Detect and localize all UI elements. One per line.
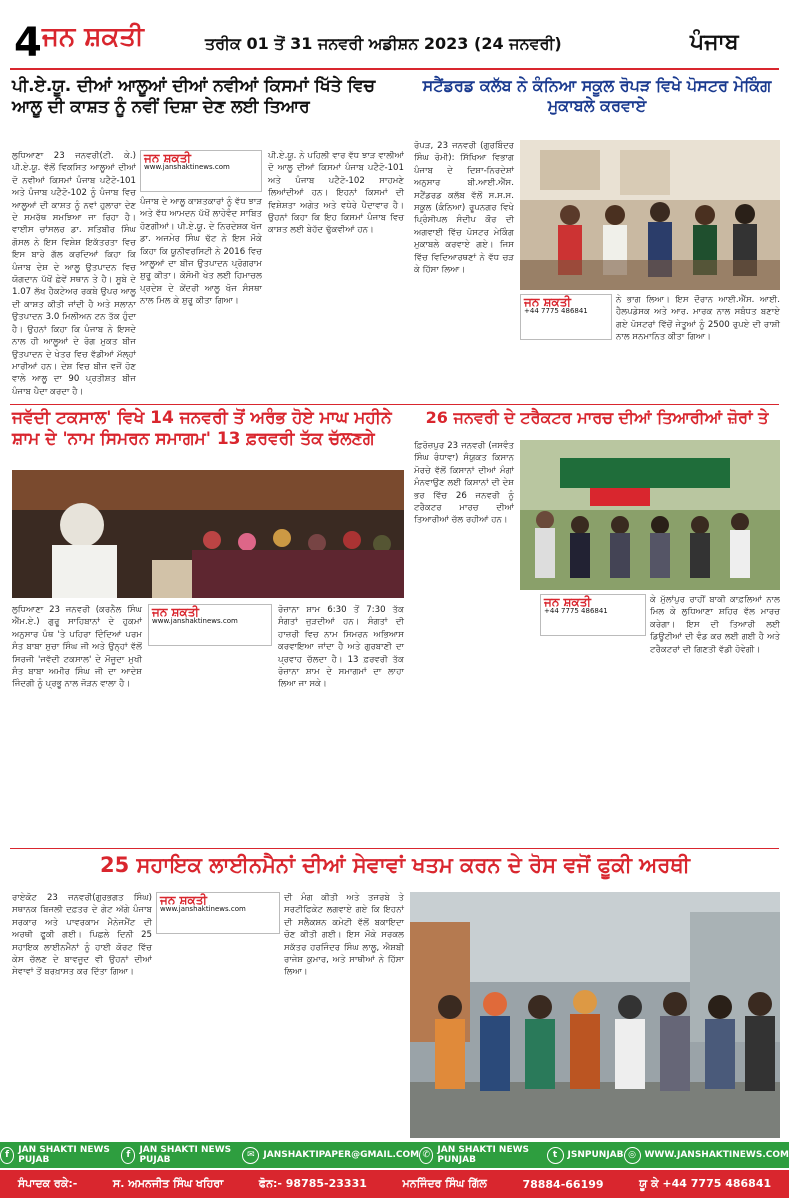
article-3-photo bbox=[12, 470, 404, 598]
article-1-col-2: ਪੰਜਾਬ ਦੇ ਆਲੂ ਕਾਸ਼ਤਕਾਰਾਂ ਨੂੰ ਵੱਧ ਝਾੜ ਅਤੇ ਵੱਧ ਆਮਦਨ ਪੱਖੋਂ ਲਾਹੇਵੰਦ ਸਾਬਿਤ ਹੋਣਗੀਆਂ। ਪੀ.ਏ.ਯੂ. ਦੇ ਨਿਰਦੇਸ਼ਕ ਖੋਜ ਡਾ. ਅਜਮੇਰ ਸਿੰਘ ਢੱਟ ਨੇ ਇਸ ਮੌਕੇ ਕਿਹਾ ਕਿ ਯੂਨੀਵਰਸਿਟੀ ਨੇ 2016 ਵਿਚ ਆਲੂਆਂ ਦਾ ਬੀਜ ਉਤਪਾਦਨ ਪ੍ਰੋਗਰਾਮ ਸ਼ੁਰੂ ਕੀਤਾ। ਕੋਸੋਮੀ ਖੇਤ ਲਈ ਹਿਮਾਚਲ ਪ੍ਰਦੇਸ਼ ਦੇ ਕੇਂਦਰੀ ਆਲੂ ਖੋਜ ਸੰਸਥਾ ਨਾਲ ਮਿਲ ਕੇ ਸ਼ੁਰੂ ਕੀਤਾ ਗਿਆ। bbox=[140, 197, 262, 307]
uk-phone: ਯੂ ਕੇ +44 7775 486841 bbox=[639, 1177, 772, 1190]
article-5-col-1: ਰਾਏਕੋਟ 23 ਜਨਵਰੀ(ਗੁਰਭਗਤ ਸਿੰਘ) ਸਥਾਨਕ ਬਿਜਲੀ ਦਫ਼ਤਰ ਦੇ ਗੇਟ ਅੱਗੇ ਪੰਜਾਬ ਸਰਕਾਰ ਅਤੇ ਪਾਵਰਕਾਮ ਮੈਨੇਜਮੈਂਟ ਦੀ ਅਰਥੀ ਫੂਕੀ ਗਈ। ਪਿਛਲੇ ਦਿਨੀ 25 ਸਹਾਇਕ ਲਾਈਨਮੈਨਾਂ ਨੂੰ ਹਾਈ ਕੋਰਟ ਵਿੱਚ ਕੇਸ ਚੱਲਣ ਦੇ ਬਾਵਜੂਦ ਵੀ ਉਹਨਾਂ ਦੀਆਂ ਸੇਵਾਵਾਂ ਤੋਂ ਬਰਖ਼ਾਸਤ ਕਰ ਦਿੱਤਾ ਗਿਆ। bbox=[12, 893, 152, 978]
facebook-icon: f bbox=[0, 1147, 14, 1164]
twitter-icon: t bbox=[547, 1147, 564, 1164]
ad-box-5: ਜਨ ਸ਼ਕਤੀ www.janshaktinews.com bbox=[156, 892, 280, 934]
footer-social-strip bbox=[0, 1142, 789, 1168]
ad-box-4: ਜਨ ਸ਼ਕਤੀ +44 7775 486841 bbox=[540, 594, 646, 636]
divider-2 bbox=[10, 848, 779, 849]
ad-box-2: ਜਨ ਸ਼ਕਤੀ +44 7775 486841 bbox=[520, 294, 612, 340]
article-5-col-1b bbox=[156, 938, 280, 1138]
article-4-col-1: ਫ਼ਿਰੋਜ਼ਪੁਰ 23 ਜਨਵਰੀ (ਜਸਵੰਤ ਸਿੰਘ ਰੰਧਾਵਾ) ਸੰਯੁਕਤ ਕਿਸਾਨ ਮੋਰਚੇ ਵੱਲੋਂ ਕਿਸਾਨਾਂ ਦੀਆਂ ਮੰਗਾਂ ਮੰਨਵਾਉਣ ਲਈ ਕਿਸਾਨਾਂ ਦੀ ਦੇਸ਼ ਭਰ ਵਿੱਚ 26 ਜਨਵਰੀ ਨੂੰ ਟਰੈਕਟਰ ਮਾਰਚ ਦੀਆਂ ਤਿਆਰੀਆਂ ਚੱਲ ਰਹੀਆਂ ਹਨ। bbox=[414, 441, 514, 526]
manager-name: ਮਨਜਿੰਦਰ ਸਿੰਘ ਗਿੱਲ bbox=[402, 1177, 487, 1190]
footer-email[interactable]: ✉ JANSHAKTIPAPER@GMAIL.COM bbox=[242, 1147, 419, 1164]
article-5-photo bbox=[410, 892, 780, 1138]
article-1-col-1: ਲੁਧਿਆਣਾ 23 ਜਨਵਰੀ(ਟੀ. ਕੇ.) ਪੀ.ਏ.ਯੂ. ਵੱਲੋਂ ਵਿਕਸਿਤ ਆਲੂਆਂ ਦੀਆਂ ਦੋ ਨਵੀਆਂ ਕਿਸਮਾਂ ਪੰਜਾਬ ਪਟੈਟੋ-101 ਅਤੇ ਪੰਜਾਬ ਪਟੈਟੋ-102 ਨੂੰ ਪੰਜਾਬ ਵਿਚ ਆਲੂਆਂ ਦੀ ਕਾਸ਼ਤ ਨੂੰ ਨਵਾਂ ਹੁਲਾਰਾ ਦੇਣ ਦੇ ਸਮਰੱਥ ਸਮਝਿਆ ਜਾ ਰਿਹਾ ਹੈ। ਵਾਈਸ ਚਾਂਸਲਰ ਡਾ. ਸਤਿਬੀਰ ਸਿੰਘ ਗੋਸਲ ਨੇ ਇਸ ਵਿਸ਼ੇਸ਼ ਇਕੱਤਰਤਾ ਵਿਚ ਇਸ ਬਾਰੇ ਗੱਲ ਕਰਦਿਆਂ ਕਿਹਾ ਕਿ ਪੰਜਾਬ ਦੇਸ਼ ਦੇ ਆਲੂ ਉਤਪਾਦਨ ਵਿਚ ਯੋਗਦਾਨ ਪੱਖੋਂ ਛੇਵੇਂ ਸਥਾਨ ਤੇ ਹੈ। ਸੂਬੇ ਦੇ 1.07 ਲੱਖ ਹੈਕਟੇਅਰ ਰਕਬੇ ਉਪਰ ਆਲੂ ਦੀ ਕਾਸ਼ਤ ਕੀਤੀ ਜਾਂਦੀ ਹੈ ਅਤੇ ਸਲਾਨਾ ਉਤਪਾਦਨ 3.0 ਮਿਲੀਅਨ ਟਨ ਤੱਕ ਹੁੰਦਾ ਹੈ। ਉਹਨਾਂ ਕਿਹਾ ਕਿ ਪੰਜਾਬ ਨੇ ਇਸਦੇ ਨਾਲ ਹੀ ਆਲੂਆਂ ਦੇ ਰੋਗ ਮੁਕਤ ਬੀਜ ਉਤਪਾਦਨ ਦੇ ਖੇਤਰ ਵਿਚ ਵੱਡੀਆਂ ਮੱਲ੍ਹਾਂ ਮਾਰੀਆਂ ਹਨ। ਦੇਸ਼ ਵਿਚ ਬੀਜ ਵਜੋਂ ਹੋਣ ਵਾਲੇ ਆਲੂ ਦਾ 90 ਪ੍ਰਤੀਸ਼ਤ ਬੀਜ ਪੰਜਾਬ ਪੈਦਾ ਕਰਦਾ ਹੈ। bbox=[12, 151, 136, 397]
footer-facebook-1[interactable]: f JAN SHAKTI NEWS PUJAB bbox=[0, 1145, 121, 1165]
web-icon: ◎ bbox=[624, 1147, 641, 1164]
article-3-col-1b bbox=[148, 650, 272, 844]
article-3-col-1: ਲੁਧਿਆਣਾ 23 ਜਨਵਰੀ (ਕਰਨੈਲ ਸਿੰਘ ਐੱਮ.ਏ.) ਗੁਰੂ ਸਾਹਿਬਾਨਾਂ ਦੇ ਹੁਕਮਾਂ ਅਨੁਸਾਰ ਪੰਥ 'ਤੇ ਪਹਿਰਾ ਦਿੰਦਿਆਂ ਪਰਮ ਸੰਤ ਬਾਬਾ ਸੁਚਾ ਸਿੰਘ ਜੀ ਅਤੇ ਉਨ੍ਹਾਂ ਵੱਲੋਂ ਸਿਰਜੀ 'ਜਵੱਦੀ ਟਕਸਾਲ' ਦੇ ਮੌਜੂਦਾ ਮੁਖੀ ਸੰਤ ਬਾਬਾ ਅਮੀਰ ਸਿੰਘ ਜੀ ਦਾ ਆਦੇਸ਼ ਜਿੰਦਗੀ ਨੂੰ ਪ੍ਰਭੂ ਨਾਲ ਜੋੜਨ ਵਾਲਾ ਹੈ। bbox=[12, 605, 142, 690]
article-2-col-1b bbox=[414, 264, 514, 368]
email-icon: ✉ bbox=[242, 1147, 259, 1164]
editor-phone: ਫੋਨ:- 98785-23331 bbox=[258, 1177, 367, 1190]
footer-web[interactable]: ◎ WWW.JANSHAKTINEWS.COM bbox=[624, 1147, 789, 1164]
masthead-logo: ਜਨ ਸ਼ਕਤੀ bbox=[42, 22, 144, 52]
footer-twitter[interactable]: t JSNPUNJAB bbox=[547, 1147, 624, 1164]
article-4-photo bbox=[520, 440, 780, 590]
facebook-icon: f bbox=[121, 1147, 135, 1164]
article-4-col-1b bbox=[414, 594, 534, 844]
edition-dateline: ਤਰੀਕ 01 ਤੋਂ 31 ਜਨਵਰੀ ਅਡੀਸ਼ਨ 2023 (24 ਜਨਵਰੀ) bbox=[205, 34, 562, 53]
article-5-headline: 25 ਸਹਾਇਕ ਲਾਈਨਮੈਨਾਂ ਦੀਆਂ ਸੇਵਾਵਾਂ ਖਤਮ ਕਰਨ ਦੇ ਰੋਸ ਵਜੋਂ ਫੂਕੀ ਅਰਥੀ bbox=[99, 853, 691, 877]
section-label: ਪੰਜਾਬ bbox=[690, 30, 739, 55]
divider-1 bbox=[10, 404, 779, 405]
ad-box: ਜਨ ਸ਼ਕਤੀ www.janshaktinews.com bbox=[140, 150, 262, 192]
whatsapp-icon: ✆ bbox=[419, 1147, 433, 1164]
manager-phone: 78884-66199 bbox=[522, 1177, 604, 1191]
ad-box-3: ਜਨ ਸ਼ਕਤੀ www.janshaktinews.com bbox=[148, 604, 272, 646]
editor-label: ਸੰਪਾਦਕ ਰਕੇ:- bbox=[17, 1177, 78, 1190]
article-4-headline: 26 ਜਨਵਰੀ ਦੇ ਟਰੈਕਟਰ ਮਾਰਚ ਦੀਆਂ ਤਿਆਰੀਆਂ ਜ਼ੋਰਾਂ ਤੇ bbox=[425, 408, 769, 427]
article-2-headline: ਸਟੈਂਡਰਡ ਕਲੱਬ ਨੇ ਕੰਨਿਆ ਸਕੂਲ ਰੋਪੜ ਵਿਖੇ ਪੋਸਟਰ ਮੇਕਿੰਗ ਮੁਕਾਬਲੇ ਕਰਵਾਏ bbox=[422, 76, 772, 115]
article-3-headline: ਜਵੱਦੀ ਟਕਸਾਲ' ਵਿਖੇ 14 ਜਨਵਰੀ ਤੋਂ ਅਰੰਭ ਹੋਏ ਮਾਘ ਮਹੀਨੇ ਸ਼ਾਮ ਦੇ 'ਨਾਮ ਸਿਮਰਨ ਸਮਾਗਮ' 13 ਫ਼ਰਵਰੀ ਤੱਕ ਚੱਲਣਗੇ bbox=[12, 408, 392, 450]
footer-whatsapp[interactable]: ✆ JAN SHAKTI NEWS PUNJAB bbox=[419, 1145, 546, 1165]
header-rule bbox=[10, 68, 779, 70]
article-3-col-2: ਰੋਜ਼ਾਨਾ ਸ਼ਾਮ 6:30 ਤੋਂ 7:30 ਤੱਕ ਸੰਗਤਾਂ ਜੁੜਦੀਆਂ ਹਨ। ਸੰਗਤਾਂ ਦੀ ਹਾਜ਼ਰੀ ਵਿਚ ਨਾਮ ਸਿਮਰਨ ਅਭਿਆਸ ਕਰਵਾਇਆ ਜਾਂਦਾ ਹੈ ਅਤੇ ਗੁਰਬਾਣੀ ਦਾ ਪ੍ਰਵਾਹ ਚੱਲਦਾ ਹੈ। 13 ਫ਼ਰਵਰੀ ਤੱਕ ਰੋਜ਼ਾਨਾ ਸ਼ਾਮ ਦੇ ਸਮਾਗਮਾਂ ਦਾ ਲਾਹਾ ਲਿਆ ਜਾ ਸਕੇ। bbox=[278, 605, 404, 690]
footer-contact-strip bbox=[0, 1170, 789, 1198]
article-2-col-1: ਰੋਪੜ, 23 ਜਨਵਰੀ (ਗੁਰਬਿੰਦਰ ਸਿੰਘ ਰੋਮੀ): ਸਿੱਖਿਆ ਵਿਭਾਗ ਪੰਜਾਬ ਦੇ ਦਿਸ਼ਾ-ਨਿਰਦੇਸ਼ਾਂ ਅਨੁਸਾਰ ਬੀ.ਆਈ.ਐੱਸ. ਸਟੈਂਡਰਡ ਕਲੱਬ ਵੱਲੋਂ ਸ.ਸ.ਸ. ਸਕੂਲ (ਕੰਨਿਆ) ਰੂਪਨਗਰ ਵਿਖੇ ਪ੍ਰਿੰਸੀਪਲ ਸੰਦੀਪ ਕੌਰ ਦੀ ਅਗਵਾਈ ਵਿੱਚ ਪੋਸਟਰ ਮੇਕਿੰਗ ਮੁਕਾਬਲੇ ਕਰਵਾਏ ਗਏ। ਜਿਸ ਵਿੱਚ ਵਿਦਿਆਰਥਣਾਂ ਨੇ ਵੱਧ ਚੜ ਕੇ ਹਿੱਸਾ ਲਿਆ। bbox=[414, 141, 514, 276]
page-number: 4 bbox=[14, 20, 42, 66]
article-1-col-3: ਪੀ.ਏ.ਯੂ. ਨੇ ਪਹਿਲੀ ਵਾਰ ਵੱਧ ਝਾੜ ਵਾਲੀਆਂ ਦੋ ਆਲੂ ਦੀਆਂ ਕਿਸਮਾਂ ਪੰਜਾਬ ਪਟੈਟੋ-101 ਅਤੇ ਪੰਜਾਬ ਪਟੈਟੋ-102 ਸਾਹਮਣੇ ਲਿਆਂਦੀਆਂ ਹਨ। ਇਹਨਾਂ ਕਿਸਮਾਂ ਦੀ ਵਿਸ਼ੇਸ਼ਤਾ ਅਗੇਤ ਅਤੇ ਵਧੇਰੇ ਪੈਦਾਵਾਰ ਹੈ। ਉਹਨਾਂ ਕਿਹਾ ਕਿ ਇਹ ਕਿਸਮਾਂ ਪੰਜਾਬ ਵਿਚ ਕਾਸ਼ਤ ਲਈ ਬੇਹੱਦ ਢੁੱਕਵੀਆਂ ਹਨ। bbox=[268, 151, 404, 236]
article-4-col-2: ਕੇ ਮੁੱਲਾਂਪੁਰ ਰਾਹੀਂ ਬਾਕੀ ਕਾਫ਼ਲਿਆਂ ਨਾਲ ਮਿਲ ਕੇ ਲੁਧਿਆਣਾ ਸ਼ਹਿਰ ਵੱਲ ਮਾਰਚ ਕਰੇਗਾ। ਇਸ ਦੀ ਤਿਆਰੀ ਲਈ ਡਿਊਟੀਆਂ ਦੀ ਵੰਡ ਕਰ ਲਈ ਗਈ ਹੈ ਅਤੇ ਟਰੈਕਟਰਾਂ ਦੀ ਗਿਣਤੀ ਵੱਡੀ ਹੋਵੇਗੀ। bbox=[650, 595, 780, 655]
article-1-headline: ਪੀ.ਏ.ਯੂ. ਦੀਆਂ ਆਲੂਆਂ ਦੀਆਂ ਨਵੀਆਂ ਕਿਸਮਾਂ ਖਿੱਤੇ ਵਿਚ ਆਲੂ ਦੀ ਕਾਸ਼ਤ ਨੂੰ ਨਵੀਂ ਦਿਸ਼ਾ ਦੇਣ ਲਈ ਤਿਆਰ bbox=[12, 76, 376, 118]
article-2-col-2: ਨੇ ਭਾਗ ਲਿਆ। ਇਸ ਦੌਰਾਨ ਆਈ.ਐੱਸ. ਆਈ. ਹੈਲਪਡੇਸਕ ਅਤੇ ਆਰ. ਮਾਰਕ ਨਾਲ ਸਬੰਧਤ ਬਣਾਏ ਗਏ ਪੋਸਟਰਾਂ ਵਿੱਚੋਂ ਜੇਤੂਆਂ ਨੂੰ 2500 ਰੁਪਏ ਦੀ ਰਾਸ਼ੀ ਨਾਲ ਸਨਮਾਨਿਤ ਕੀਤਾ ਗਿਆ। bbox=[616, 295, 780, 343]
page-header bbox=[0, 0, 789, 72]
footer-facebook-2[interactable]: f JAN SHAKTI NEWS PUJAB bbox=[121, 1145, 242, 1165]
article-5-col-2: ਦੀ ਮੰਗ ਕੀਤੀ ਅਤੇ ਤਜਰਬੇ ਤੇ ਸਰਟੀਫਿਕੇਟ ਲਗਵਾਏ ਗਏ ਕਿ ਇਹਨਾਂ ਦੀ ਸਲੈਕਸ਼ਨ ਕਮੇਟੀ ਵੱਲੋਂ ਬਕਾਇਦਾ ਚੋਣ ਕੀਤੀ ਗਈ। ਇਸ ਮੌਕੇ ਸਰਕਲ ਸਕੱਤਰ ਹਰਜਿੰਦਰ ਸਿੰਘ ਲਾਲੂ, ਐਸ਼ਬੀ ਰਾਜੇਸ਼ ਕੁਮਾਰ, ਅਤੇ ਸਾਥੀਆਂ ਨੇ ਹਿੱਸਾ ਲਿਆ। bbox=[284, 893, 404, 978]
article-2-photo bbox=[520, 140, 780, 290]
editor-name: ਸ. ਅਮਨਜੀਤ ਸਿੰਘ ਖਹਿਰਾ bbox=[112, 1177, 224, 1190]
